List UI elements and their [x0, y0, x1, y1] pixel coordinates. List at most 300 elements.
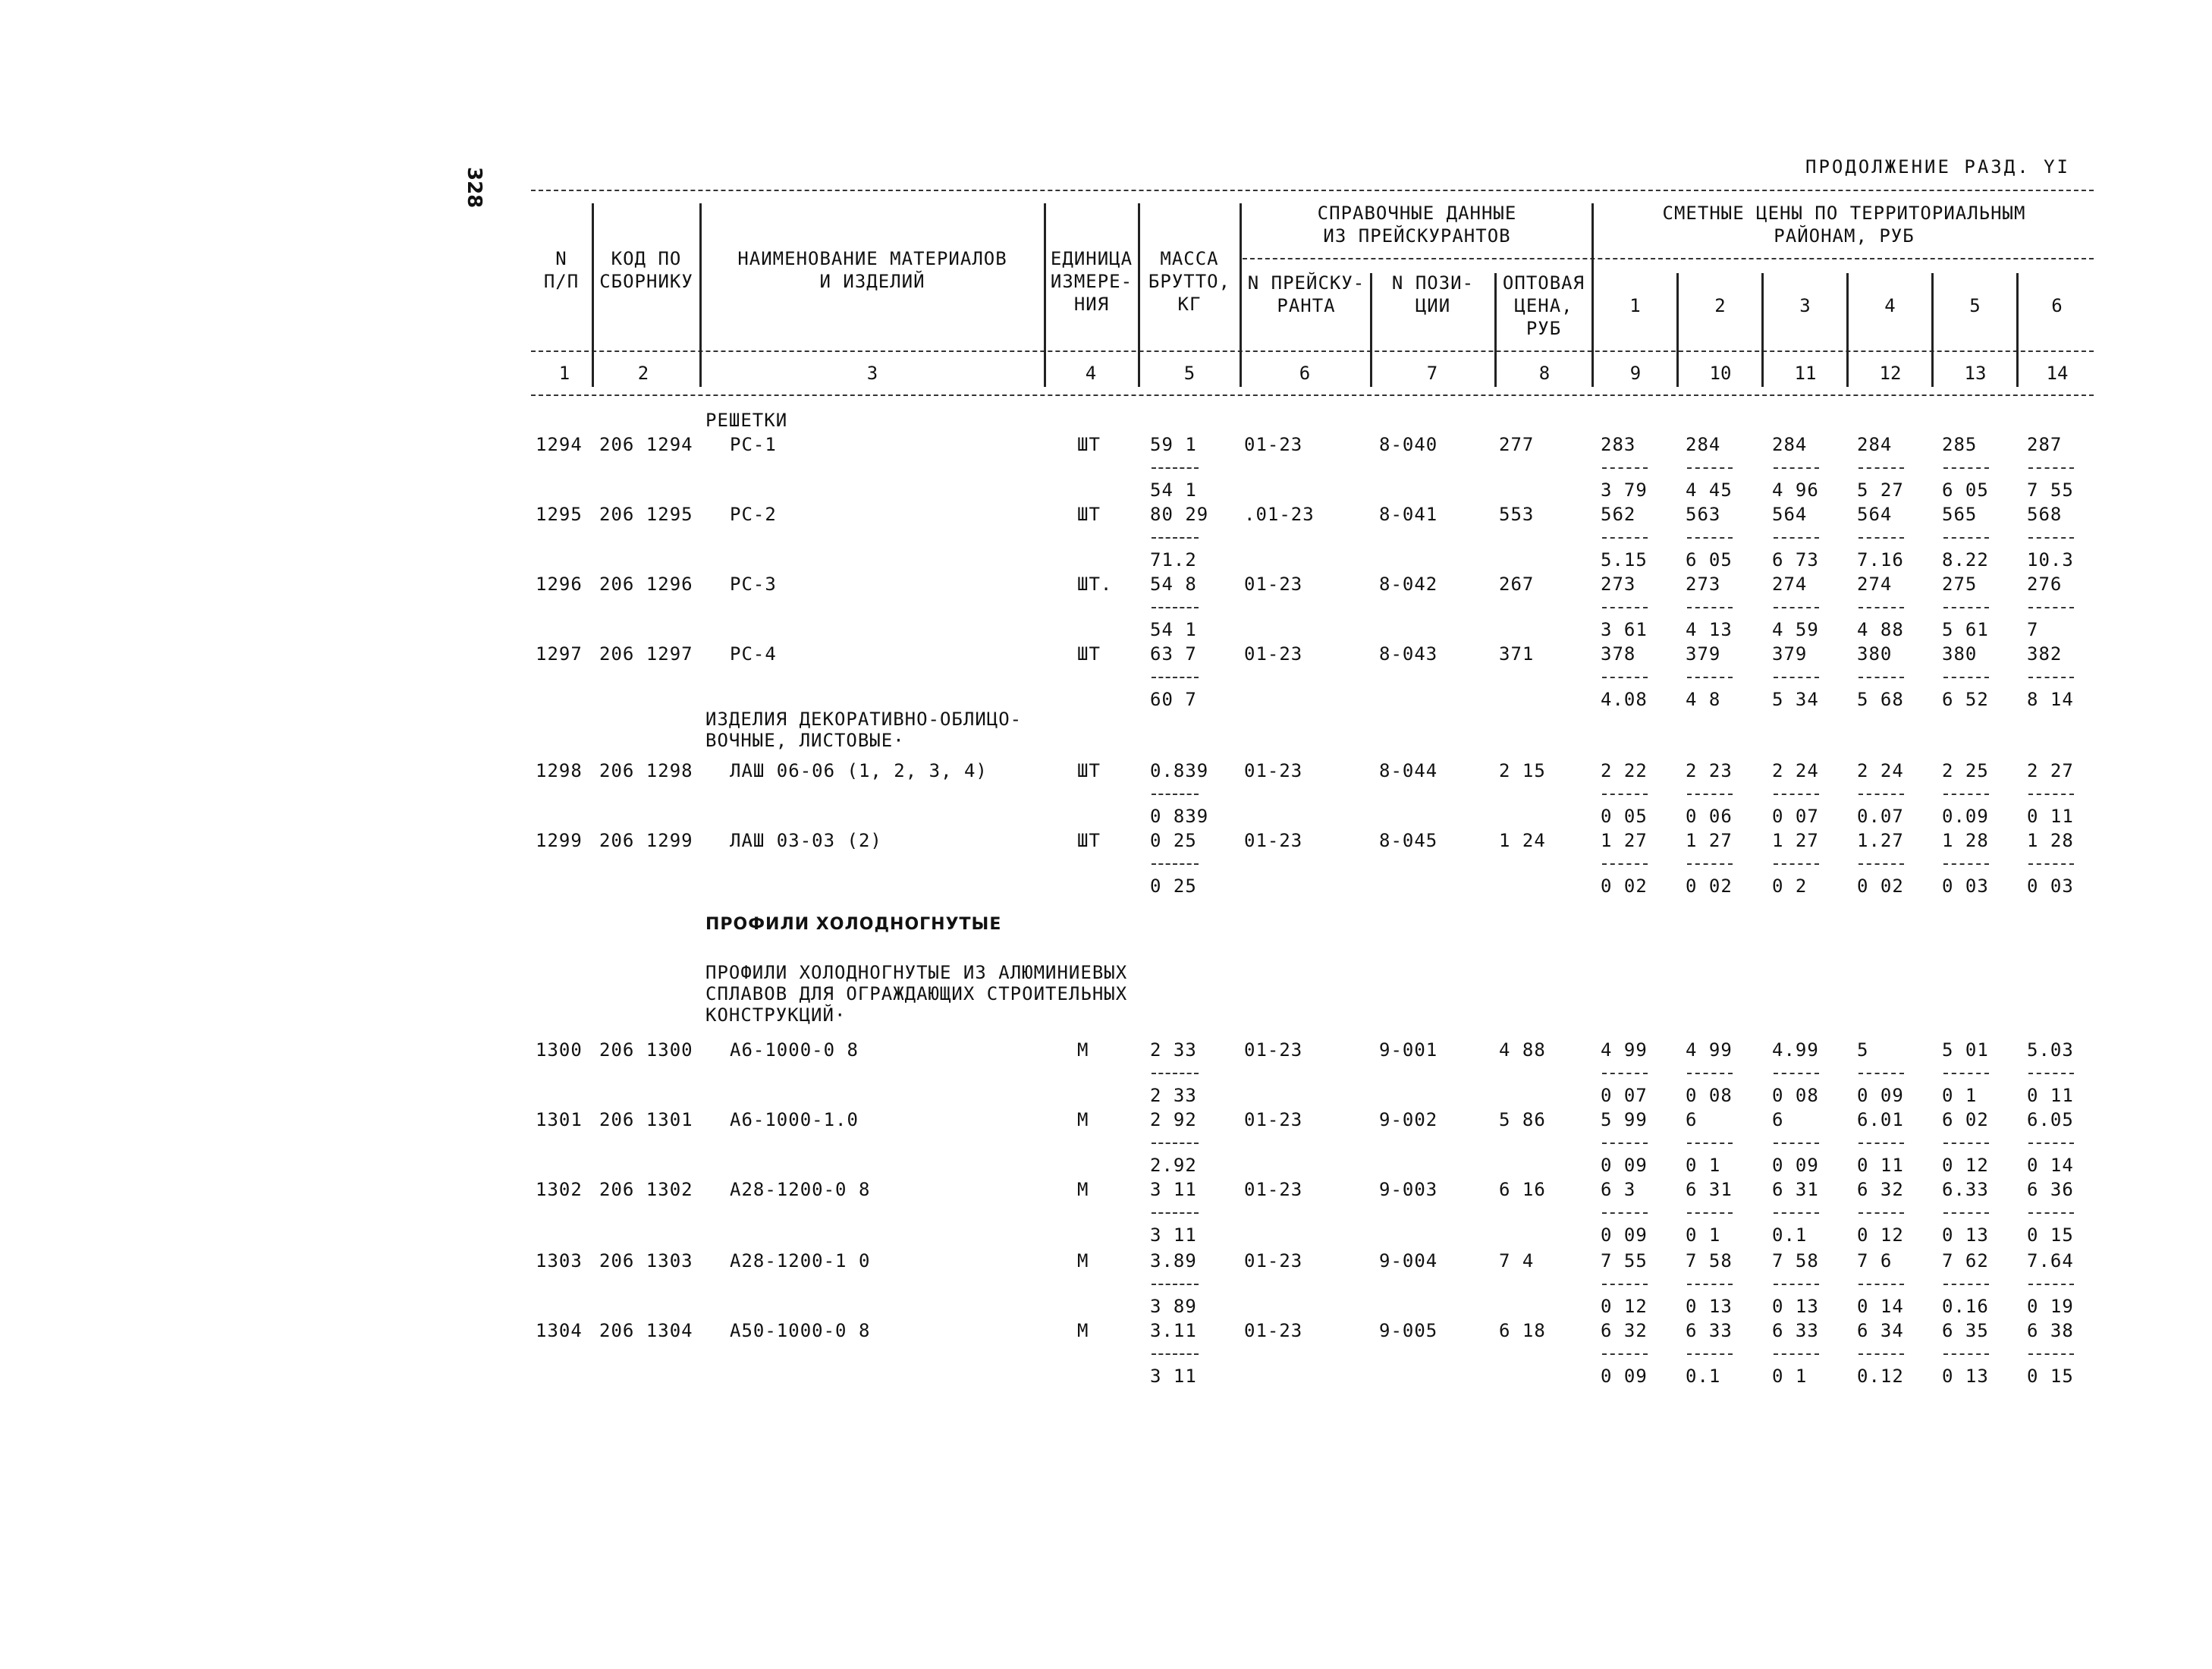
row-estimated-price: 380 — [1857, 643, 1893, 665]
row-code: 206 1303 — [599, 1250, 693, 1271]
row-estimated-price-delta: 4 96 — [1772, 479, 1819, 501]
header-district-5: 5 — [1969, 295, 1981, 316]
fraction-divider — [2028, 794, 2074, 795]
row-estimated-price: 7.64 — [2027, 1250, 2074, 1271]
fraction-divider — [1602, 607, 1648, 608]
row-estimated-price: 283 — [1601, 434, 1636, 455]
row-estimated-price: 5.03 — [2027, 1039, 2074, 1061]
row-estimated-price: 275 — [1942, 574, 1978, 595]
header-col-wholesale-price: ОПТОВАЯ ЦЕНА, РУБ — [1502, 272, 1585, 339]
row-number: 1301 — [536, 1109, 583, 1130]
row-estimated-price-delta: 0 2 — [1772, 875, 1808, 897]
row-mass-bottom: 3 11 — [1150, 1366, 1197, 1387]
row-number: 1298 — [536, 760, 583, 781]
row-estimated-price: 7 58 — [1686, 1250, 1733, 1271]
col-num: 4 — [1085, 363, 1097, 384]
row-estimated-price: 284 — [1857, 434, 1893, 455]
fraction-divider — [1152, 1073, 1199, 1074]
header-district-1: 1 — [1629, 295, 1642, 316]
row-estimated-price: 6.05 — [2027, 1109, 2074, 1130]
fraction-divider — [1152, 1212, 1199, 1214]
row-estimated-price: 2 27 — [2027, 760, 2074, 781]
row-code: 206 1296 — [599, 574, 693, 595]
row-estimated-price: 6 3 — [1601, 1179, 1636, 1200]
fraction-divider — [2028, 537, 2074, 539]
row-estimated-price: 378 — [1601, 643, 1636, 665]
row-mass-top: 3.11 — [1150, 1320, 1197, 1341]
fraction-divider — [1152, 863, 1199, 865]
row-unit: М — [1077, 1250, 1089, 1271]
row-name: РС-4 — [730, 643, 777, 665]
row-estimated-price-delta: 0 14 — [2027, 1155, 2074, 1176]
col-num: 6 — [1299, 363, 1311, 384]
row-estimated-price: 563 — [1686, 504, 1721, 525]
row-estimated-price: 1 27 — [1772, 830, 1819, 851]
fraction-divider — [1859, 677, 1904, 678]
fraction-divider — [1774, 1143, 1819, 1144]
row-estimated-price: 287 — [2027, 434, 2063, 455]
row-estimated-price: 564 — [1857, 504, 1893, 525]
row-code: 206 1301 — [599, 1109, 693, 1130]
fraction-divider — [1687, 1212, 1733, 1214]
fraction-divider — [2028, 467, 2074, 469]
fraction-divider — [1602, 1284, 1648, 1285]
fraction-divider — [1774, 1212, 1819, 1214]
header-col-position: N ПОЗИ- ЦИИ — [1391, 272, 1475, 316]
row-estimated-price: 284 — [1772, 434, 1808, 455]
row-estimated-price-delta: 0 11 — [2027, 1085, 2074, 1106]
header-col-name: НАИМЕНОВАНИЕ МАТЕРИАЛОВ И ИЗДЕЛИЙ — [737, 248, 1007, 292]
row-estimated-price-delta: 6 73 — [1772, 549, 1819, 570]
row-mass-bottom: 71.2 — [1150, 549, 1197, 570]
fraction-divider — [2028, 677, 2074, 678]
row-unit: ШТ — [1077, 504, 1101, 525]
fraction-divider — [1152, 1143, 1199, 1144]
row-position: 8-043 — [1379, 643, 1438, 665]
row-name: А50-1000-0 8 — [730, 1320, 871, 1341]
row-mass-top: 3 11 — [1150, 1179, 1197, 1200]
fraction-divider — [1943, 863, 1989, 865]
row-number: 1297 — [536, 643, 583, 665]
row-estimated-price-delta: 0 08 — [1686, 1085, 1733, 1106]
fraction-divider — [1859, 467, 1904, 469]
row-position: 9-005 — [1379, 1320, 1438, 1341]
row-estimated-price: 379 — [1686, 643, 1721, 665]
fraction-divider — [1602, 1143, 1648, 1144]
row-estimated-price: 273 — [1601, 574, 1636, 595]
row-estimated-price-delta: 0 12 — [1601, 1296, 1648, 1317]
row-estimated-price: 6.01 — [1857, 1109, 1904, 1130]
row-estimated-price-delta: 7 — [2027, 619, 2039, 640]
row-estimated-price: 562 — [1601, 504, 1636, 525]
row-estimated-price-delta: 10.3 — [2027, 549, 2074, 570]
row-estimated-price-delta: 5.15 — [1601, 549, 1648, 570]
fraction-divider — [1687, 1143, 1733, 1144]
row-wholesale-price: 6 16 — [1499, 1179, 1546, 1200]
row-estimated-price: 382 — [2027, 643, 2063, 665]
row-estimated-price-delta: 0 03 — [2027, 875, 2074, 897]
row-estimated-price-delta: 0 1 — [1772, 1366, 1808, 1387]
row-position: 9-002 — [1379, 1109, 1438, 1130]
row-estimated-price-delta: 0 02 — [1601, 875, 1648, 897]
fraction-divider — [1774, 1073, 1819, 1074]
col-num: 13 — [1964, 363, 1987, 384]
row-mass-bottom: 3 11 — [1150, 1224, 1197, 1246]
row-estimated-price: 379 — [1772, 643, 1808, 665]
fraction-divider — [1774, 607, 1819, 608]
fraction-divider — [2028, 1284, 2074, 1285]
fraction-divider — [1943, 1212, 1989, 1214]
row-estimated-price: 6 32 — [1857, 1179, 1904, 1200]
row-estimated-price-delta: 0 09 — [1601, 1224, 1648, 1246]
header-district-3: 3 — [1799, 295, 1811, 316]
row-mass-bottom: 0 25 — [1150, 875, 1197, 897]
fraction-divider — [1687, 1073, 1733, 1074]
fraction-divider — [1152, 1353, 1199, 1355]
fraction-divider — [1602, 863, 1648, 865]
fraction-divider — [1687, 863, 1733, 865]
fraction-divider — [1859, 1143, 1904, 1144]
fraction-divider — [1687, 1353, 1733, 1355]
row-position: 8-045 — [1379, 830, 1438, 851]
row-estimated-price-delta: 0 06 — [1686, 806, 1733, 827]
row-unit: ШТ — [1077, 434, 1101, 455]
row-estimated-price-delta: 0 12 — [1942, 1155, 1989, 1176]
header-district-4: 4 — [1884, 295, 1896, 316]
row-estimated-price-delta: 5 34 — [1772, 689, 1819, 710]
fraction-divider — [1602, 1073, 1648, 1074]
header-district-6: 6 — [2051, 295, 2063, 316]
row-estimated-price: 6 38 — [2027, 1320, 2074, 1341]
header-col-number: N П/П — [543, 248, 580, 292]
row-estimated-price-delta: 8.22 — [1942, 549, 1989, 570]
header-group-estimated-prices: СМЕТНЫЕ ЦЕНЫ ПО ТЕРРИТОРИАЛЬНЫМ РАЙОНАМ, РУБ — [1662, 203, 2026, 247]
row-name: РС-3 — [730, 574, 777, 595]
row-wholesale-price: 4 88 — [1499, 1039, 1546, 1061]
page-number: 328 — [463, 167, 485, 209]
fraction-divider — [1602, 467, 1648, 469]
row-estimated-price: 4 99 — [1686, 1039, 1733, 1061]
row-estimated-price-delta: 0.09 — [1942, 806, 1989, 827]
row-wholesale-price: 371 — [1499, 643, 1535, 665]
row-estimated-price-delta: 0 09 — [1601, 1366, 1648, 1387]
row-estimated-price-delta: 0.16 — [1942, 1296, 1989, 1317]
row-mass-top: 2 92 — [1150, 1109, 1197, 1130]
fraction-divider — [1943, 677, 1989, 678]
row-number: 1294 — [536, 434, 583, 455]
fraction-divider — [1152, 794, 1199, 795]
row-estimated-price: 6 32 — [1601, 1320, 1648, 1341]
row-position: 9-001 — [1379, 1039, 1438, 1061]
row-estimated-price-delta: 0 15 — [2027, 1224, 2074, 1246]
row-mass-top: 0.839 — [1150, 760, 1209, 781]
fraction-divider — [2028, 863, 2074, 865]
row-estimated-price-delta: 0 14 — [1857, 1296, 1904, 1317]
fraction-divider — [1774, 467, 1819, 469]
fraction-divider — [1943, 1284, 1989, 1285]
row-name: РС-2 — [730, 504, 777, 525]
fraction-divider — [2028, 607, 2074, 608]
row-wholesale-price: 1 24 — [1499, 830, 1546, 851]
row-estimated-price-delta: 5 27 — [1857, 479, 1904, 501]
fraction-divider — [1943, 467, 1989, 469]
fraction-divider — [2028, 1143, 2074, 1144]
row-mass-bottom: 3 89 — [1150, 1296, 1197, 1317]
fraction-divider — [1943, 537, 1989, 539]
header-col-price-list: N ПРЕЙСКУ- РАНТА — [1247, 272, 1365, 316]
table-top-rule — [531, 190, 2094, 191]
row-estimated-price-delta: 0.1 — [1686, 1366, 1721, 1387]
row-unit: М — [1077, 1109, 1089, 1130]
header-district-2: 2 — [1714, 295, 1727, 316]
row-estimated-price-delta: 0 11 — [1857, 1155, 1904, 1176]
row-estimated-price: 564 — [1772, 504, 1808, 525]
row-wholesale-price: 553 — [1499, 504, 1535, 525]
row-estimated-price: 6 33 — [1686, 1320, 1733, 1341]
row-estimated-price-delta: 0 13 — [1772, 1296, 1819, 1317]
row-wholesale-price: 277 — [1499, 434, 1535, 455]
fraction-divider — [1687, 794, 1733, 795]
row-estimated-price: 6 02 — [1942, 1109, 1989, 1130]
row-estimated-price-delta: 0 12 — [1857, 1224, 1904, 1246]
row-mass-bottom: 54 1 — [1150, 479, 1197, 501]
row-unit: ШТ — [1077, 760, 1101, 781]
row-estimated-price-delta: 3 61 — [1601, 619, 1648, 640]
row-estimated-price-delta: 0 13 — [1942, 1366, 1989, 1387]
row-estimated-price: 1 28 — [1942, 830, 1989, 851]
row-estimated-price-delta: 7.16 — [1857, 549, 1904, 570]
fraction-divider — [1152, 607, 1199, 608]
col-num: 2 — [637, 363, 649, 384]
row-wholesale-price: 6 18 — [1499, 1320, 1546, 1341]
row-estimated-price: 4.99 — [1772, 1039, 1819, 1061]
col-num: 11 — [1794, 363, 1817, 384]
row-estimated-price-delta: 0 1 — [1942, 1085, 1978, 1106]
row-estimated-price-delta: 0 07 — [1601, 1085, 1648, 1106]
row-code: 206 1299 — [599, 830, 693, 851]
row-code: 206 1297 — [599, 643, 693, 665]
row-name: РС-1 — [730, 434, 777, 455]
fraction-divider — [1859, 1284, 1904, 1285]
fraction-divider — [1859, 607, 1904, 608]
row-price-list: 01-23 — [1244, 1109, 1303, 1130]
row-estimated-price: 2 22 — [1601, 760, 1648, 781]
row-estimated-price: 1 27 — [1601, 830, 1648, 851]
col-num: 9 — [1629, 363, 1642, 384]
fraction-divider — [1774, 1284, 1819, 1285]
fraction-divider — [1859, 794, 1904, 795]
header-col-mass: МАССА БРУТТО, КГ — [1148, 248, 1231, 315]
row-estimated-price: 1 28 — [2027, 830, 2074, 851]
row-code: 206 1298 — [599, 760, 693, 781]
row-estimated-price-delta: 0.12 — [1857, 1366, 1904, 1387]
fraction-divider — [1602, 1212, 1648, 1214]
fraction-divider — [1602, 1353, 1648, 1355]
row-estimated-price-delta: 0 02 — [1686, 875, 1733, 897]
header-group-reference: СПРАВОЧНЫЕ ДАННЫЕ ИЗ ПРЕЙСКУРАНТОВ — [1317, 203, 1517, 247]
row-unit: ШТ — [1077, 643, 1101, 665]
row-estimated-price: 6 33 — [1772, 1320, 1819, 1341]
row-price-list: 01-23 — [1244, 643, 1303, 665]
row-estimated-price: 4 99 — [1601, 1039, 1648, 1061]
row-estimated-price: 274 — [1857, 574, 1893, 595]
fraction-divider — [1687, 467, 1733, 469]
row-estimated-price: 273 — [1686, 574, 1721, 595]
fraction-divider — [1152, 677, 1199, 678]
row-estimated-price: 2 25 — [1942, 760, 1989, 781]
row-number: 1295 — [536, 504, 583, 525]
row-number: 1299 — [536, 830, 583, 851]
col-num: 5 — [1183, 363, 1196, 384]
row-price-list: 01-23 — [1244, 434, 1303, 455]
row-position: 9-004 — [1379, 1250, 1438, 1271]
row-unit: ШТ. — [1077, 574, 1113, 595]
row-price-list: 01-23 — [1244, 574, 1303, 595]
row-estimated-price: 5 — [1857, 1039, 1869, 1061]
row-unit: М — [1077, 1039, 1089, 1061]
row-estimated-price: 7 55 — [1601, 1250, 1648, 1271]
row-position: 8-040 — [1379, 434, 1438, 455]
row-name: А28-1200-0 8 — [730, 1179, 871, 1200]
row-estimated-price-delta: 4.08 — [1601, 689, 1648, 710]
row-estimated-price-delta: 7 55 — [2027, 479, 2074, 501]
col-num: 7 — [1426, 363, 1438, 384]
col-num: 8 — [1538, 363, 1551, 384]
row-estimated-price-delta: 6 52 — [1942, 689, 1989, 710]
row-estimated-price-delta: 5 68 — [1857, 689, 1904, 710]
row-mass-top: 54 8 — [1150, 574, 1197, 595]
row-estimated-price-delta: 4 13 — [1686, 619, 1733, 640]
row-estimated-price-delta: 0 09 — [1857, 1085, 1904, 1106]
row-estimated-price: 6 35 — [1942, 1320, 1989, 1341]
fraction-divider — [1687, 607, 1733, 608]
group-header-rule-ref — [1243, 258, 2094, 259]
fraction-divider — [1687, 537, 1733, 539]
fraction-divider — [1943, 1353, 1989, 1355]
row-estimated-price: 7 58 — [1772, 1250, 1819, 1271]
row-estimated-price-delta: 4 45 — [1686, 479, 1733, 501]
row-estimated-price-delta: 6 05 — [1686, 549, 1733, 570]
row-price-list: 01-23 — [1244, 760, 1303, 781]
row-estimated-price-delta: 0 09 — [1601, 1155, 1648, 1176]
fraction-divider — [1774, 1353, 1819, 1355]
col-num: 10 — [1709, 363, 1732, 384]
row-mass-bottom: 2 33 — [1150, 1085, 1197, 1106]
row-estimated-price-delta: 0 1 — [1686, 1224, 1721, 1246]
row-position: 9-003 — [1379, 1179, 1438, 1200]
row-mass-bottom: 0 839 — [1150, 806, 1209, 827]
fraction-divider — [1774, 794, 1819, 795]
row-position: 8-044 — [1379, 760, 1438, 781]
header-col-unit: ЕДИНИЦА ИЗМЕРЕ- НИЯ — [1050, 248, 1133, 315]
column-number-rule — [531, 394, 2094, 396]
row-estimated-price: 7 6 — [1857, 1250, 1893, 1271]
fraction-divider — [1687, 677, 1733, 678]
section-title: РЕШЕТКИ — [705, 410, 788, 431]
row-name: А6-1000-0 8 — [730, 1039, 859, 1061]
row-position: 8-041 — [1379, 504, 1438, 525]
row-estimated-price: 2 24 — [1772, 760, 1819, 781]
row-estimated-price: 284 — [1686, 434, 1721, 455]
row-estimated-price: 6 36 — [2027, 1179, 2074, 1200]
col-num: 12 — [1879, 363, 1902, 384]
row-position: 8-042 — [1379, 574, 1438, 595]
row-estimated-price-delta: 0 13 — [1686, 1296, 1733, 1317]
fraction-divider — [1774, 677, 1819, 678]
row-estimated-price-delta: 0 03 — [1942, 875, 1989, 897]
row-unit: ШТ — [1077, 830, 1101, 851]
fraction-divider — [1859, 537, 1904, 539]
row-estimated-price: 6 31 — [1686, 1179, 1733, 1200]
fraction-divider — [1152, 537, 1199, 539]
row-estimated-price-delta: 0 13 — [1942, 1224, 1989, 1246]
fraction-divider — [1602, 794, 1648, 795]
row-price-list: 01-23 — [1244, 1250, 1303, 1271]
row-number: 1303 — [536, 1250, 583, 1271]
row-price-list: .01-23 — [1244, 504, 1315, 525]
row-mass-top: 2 33 — [1150, 1039, 1197, 1061]
row-code: 206 1295 — [599, 504, 693, 525]
row-price-list: 01-23 — [1244, 1320, 1303, 1341]
row-estimated-price-delta: 0.07 — [1857, 806, 1904, 827]
fraction-divider — [1859, 1073, 1904, 1074]
row-estimated-price: 565 — [1942, 504, 1978, 525]
fraction-divider — [1859, 863, 1904, 865]
row-estimated-price: 6.33 — [1942, 1179, 1989, 1200]
row-wholesale-price: 5 86 — [1499, 1109, 1546, 1130]
fraction-divider — [2028, 1073, 2074, 1074]
row-number: 1300 — [536, 1039, 583, 1061]
fraction-divider — [1943, 1073, 1989, 1074]
fraction-divider — [2028, 1212, 2074, 1214]
col-num: 1 — [558, 363, 570, 384]
row-estimated-price-delta: 0.1 — [1772, 1224, 1808, 1246]
row-estimated-price: 5 01 — [1942, 1039, 1989, 1061]
fraction-divider — [1859, 1353, 1904, 1355]
row-name: ЛАШ 03-03 (2) — [730, 830, 882, 851]
row-wholesale-price: 267 — [1499, 574, 1535, 595]
fraction-divider — [1774, 863, 1819, 865]
row-mass-top: 59 1 — [1150, 434, 1197, 455]
section-title: ИЗДЕЛИЯ ДЕКОРАТИВНО-ОБЛИЦО- ВОЧНЫЕ, ЛИСТОВЫЕ· — [705, 709, 1023, 751]
row-estimated-price: 6 34 — [1857, 1320, 1904, 1341]
row-estimated-price: 7 62 — [1942, 1250, 1989, 1271]
row-price-list: 01-23 — [1244, 1179, 1303, 1200]
row-estimated-price: 2 23 — [1686, 760, 1733, 781]
row-number: 1296 — [536, 574, 583, 595]
row-wholesale-price: 7 4 — [1499, 1250, 1535, 1271]
fraction-divider — [1152, 1284, 1199, 1285]
row-name: ЛАШ 06-06 (1, 2, 3, 4) — [730, 760, 988, 781]
row-estimated-price-delta: 8 14 — [2027, 689, 2074, 710]
row-estimated-price: 6 — [1686, 1109, 1698, 1130]
row-estimated-price-delta: 3 79 — [1601, 479, 1648, 501]
row-estimated-price: 6 31 — [1772, 1179, 1819, 1200]
fraction-divider — [1602, 537, 1648, 539]
row-estimated-price-delta: 0 09 — [1772, 1155, 1819, 1176]
row-unit: М — [1077, 1320, 1089, 1341]
row-code: 206 1294 — [599, 434, 693, 455]
col-num: 3 — [866, 363, 878, 384]
row-price-list: 01-23 — [1244, 830, 1303, 851]
row-mass-bottom: 60 7 — [1150, 689, 1197, 710]
row-code: 206 1304 — [599, 1320, 693, 1341]
header-col-code: КОД ПО СБОРНИКУ — [599, 248, 693, 292]
fraction-divider — [1774, 537, 1819, 539]
row-estimated-price: 2 24 — [1857, 760, 1904, 781]
row-estimated-price: 285 — [1942, 434, 1978, 455]
row-mass-bottom: 2.92 — [1150, 1155, 1197, 1176]
